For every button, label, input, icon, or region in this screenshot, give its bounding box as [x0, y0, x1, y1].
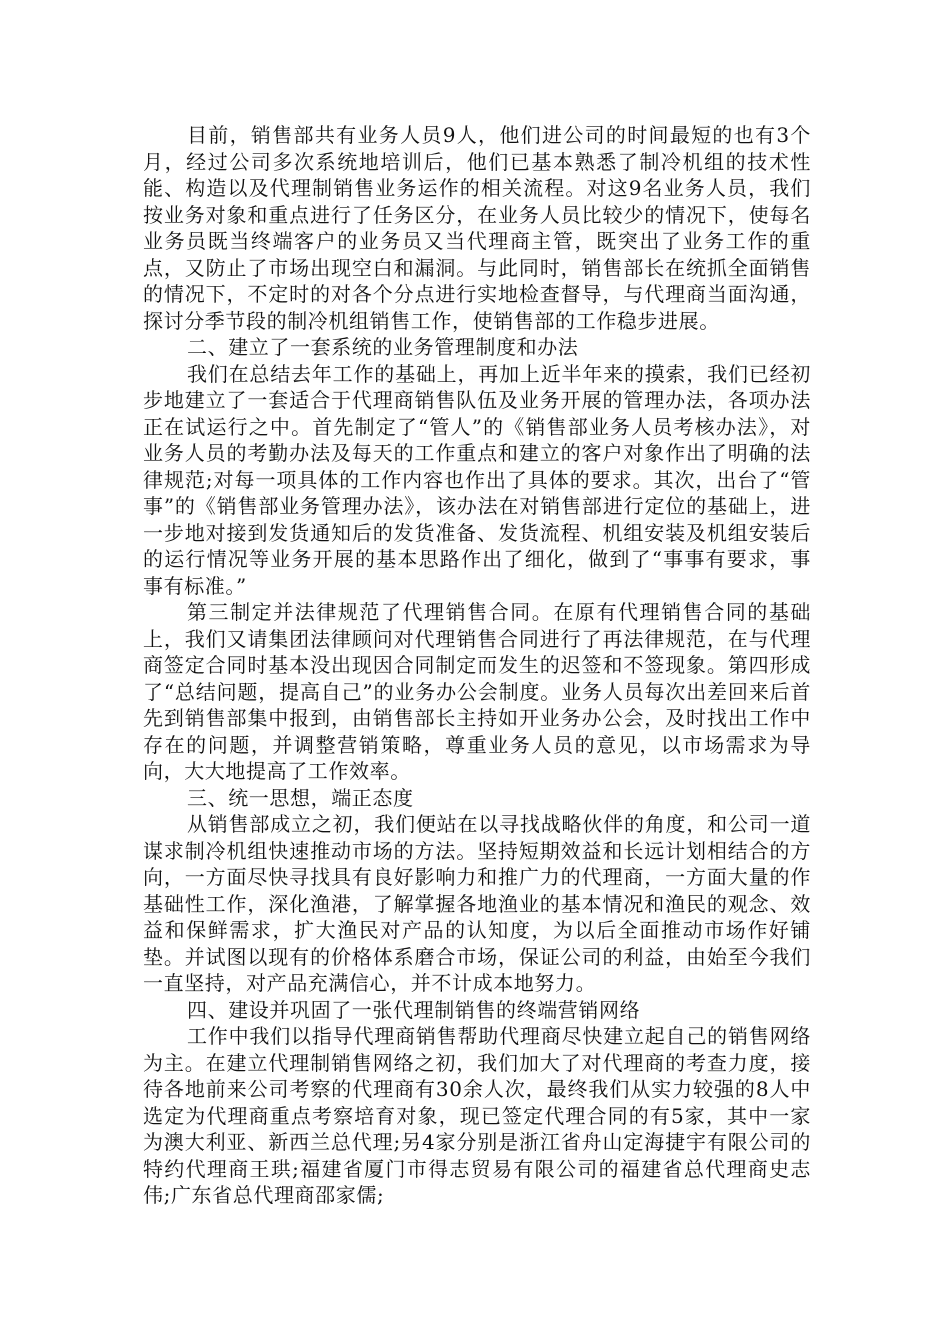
paragraph-network: 工作中我们以指导代理商销售帮助代理商尽快建立起自己的销售网络为主。在建立代理制销售网络之初，我们加大了对代理商的考查力度，接待各地前来公司考察的代理商有30余人次，最终我们从实力较强的8人中选定为代理商重点考察培育对象，现已签定代理合同的有5家，其中一家为澳大利亚、新西兰总代理;另4家分别是浙江省舟山定海捷宇有限公司的特约代理商王珙;福建省厦门市得志贸易有限公司的福建省总代理商史志伟;广东省总代理商邵家儒; [143, 1024, 811, 1207]
section-heading-3: 三、统一思想，端正态度 [187, 785, 414, 810]
paragraph-contracts: 第三制定并法律规范了代理销售合同。在原有代理销售合同的基础上，我们又请集团法律顾问对代理销售合同进行了再法律规范，在与代理商签定合同时基本没出现因合同制定而发生的迟签和不签现象。第四形成了“总结问题，提高自己”的业务办公会制度。业务人员每次出差回来后首先到销售部集中报到，由销售部长主持如开业务办公会，及时找出工作中存在的问题，并调整营销策略，尊重业务人员的意见，以市场需求为导向，大大地提高了工作效率。 [143, 600, 811, 783]
document-body [143, 122, 811, 1209]
paragraph-management: 我们在总结去年工作的基础上，再加上近半年来的摸索，我们已经初步地建立了一套适合于代理商销售队伍及业务开展的管理办法，各项办法正在试运行之中。首先制定了“管人”的《销售部业务人员考核办法》，对业务人员的考勤办法及每天的工作重点和建立的客户对象作出了明确的法律规范;对每一项具体的工作内容也作出了具体的要求。其次，出台了“管事”的《销售部业务管理办法》，该办法在对销售部进行定位的基础上，进一步地对接到发货通知后的发货准备、发货流程、机组安装及机组安装后的运行情况等业务开展的基本思路作出了细化，做到了“事事有要求，事事有标准。” [143, 361, 811, 598]
paragraph-staff: 目前，销售部共有业务人员9人，他们进公司的时间最短的也有3个月，经过公司多次系统地培训后，他们已基本熟悉了制冷机组的技术性能、构造以及代理制销售业务运作的相关流程。对这9名业务人员，我们按业务对象和重点进行了任务区分，在业务人员比较少的情况下，使每名业务员既当终端客户的业务员又当代理商主管，既突出了业务工作的重点，又防止了市场出现空白和漏洞。与此同时，销售部长在统抓全面销售的情况下，不定时的对各个分点进行实地检查督导，与代理商当面沟通，探讨分季节段的制冷机组销售工作，使销售部的工作稳步进展。 [143, 123, 811, 333]
paragraph-attitude: 从销售部成立之初，我们便站在以寻找战略伙伴的角度，和公司一道谋求制冷机组快速推动市场的方法。坚持短期效益和长远计划相结合的方向，一方面尽快寻找具有良好影响力和推广力的代理商，一方面大量的作基础性工作，深化渔港，了解掌握各地渔业的基本情况和渔民的观念、效益和保鲜需求，扩大渔民对产品的认知度，为以后全面推动市场作好铺垫。并试图以现有的价格体系磨合市场，保证公司的利益，由始至今我们一直坚持，对产品充满信心，并不计成本地努力。 [143, 812, 811, 995]
section-heading-2: 二、建立了一套系统的业务管理制度和办法 [187, 335, 579, 359]
section-heading-4: 四、建设并巩固了一张代理制销售的终端营销网络 [187, 997, 641, 1022]
